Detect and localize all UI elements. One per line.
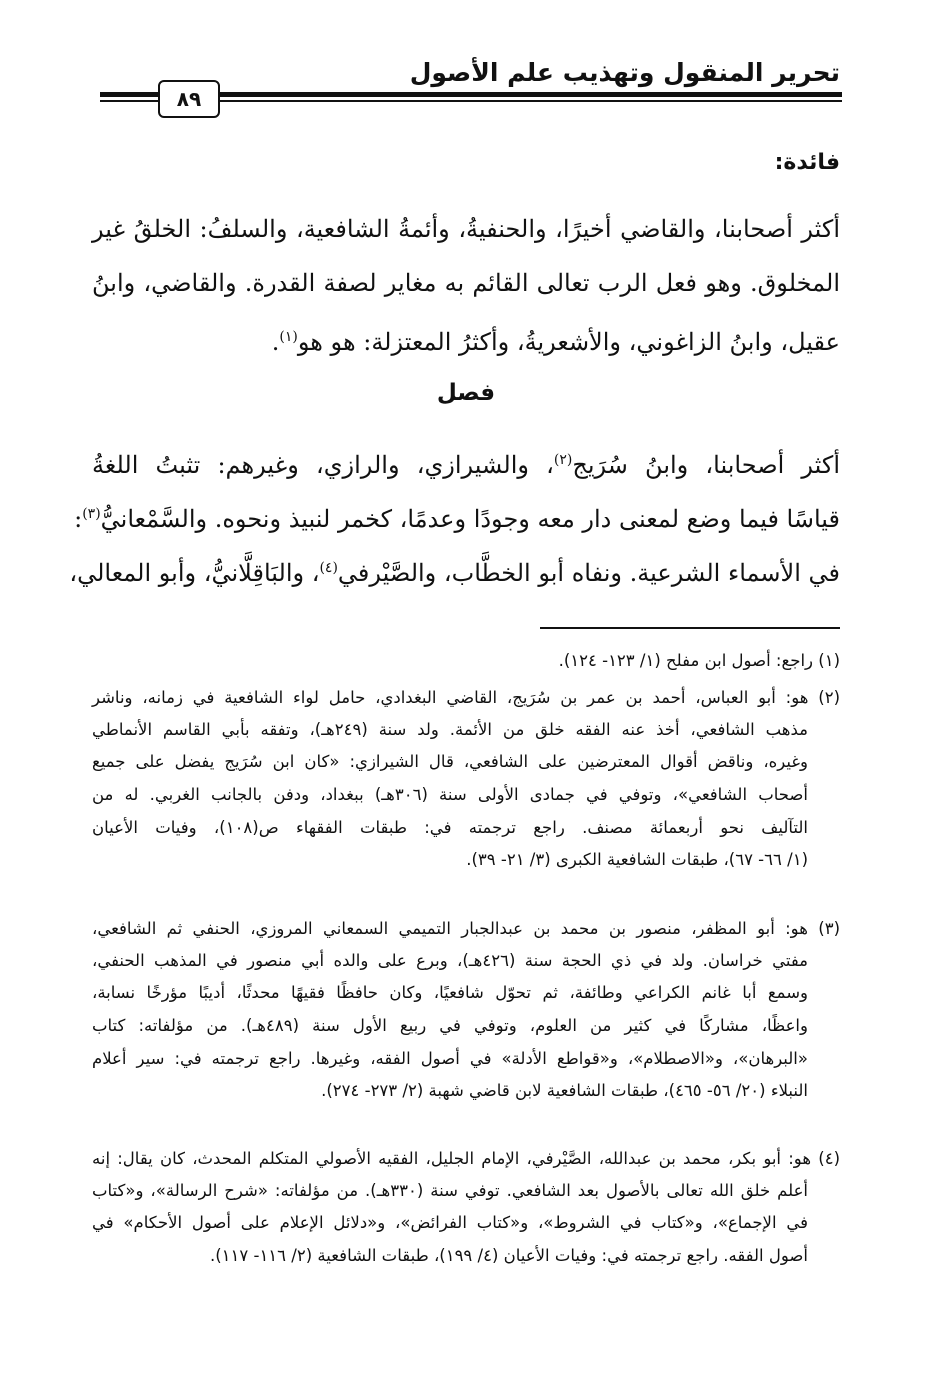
footnote-ref: (٤)	[319, 560, 338, 576]
footnote-line: وسمع أبا غانم الكراعي وطائفة، ثم تحوّل شافعيًا، وكان حافظًا فقيهًا محدثًا، أديبًا مؤرخًا نسابة،	[92, 983, 808, 1002]
footnote-line: النبلاء (٢٠/ ٥٦- ٤٦٥)، طبقات الشافعية لابن قاضي شهبة (٢/ ٢٧٣- ٢٧٤).	[321, 1081, 808, 1100]
body-line	[92, 320, 840, 359]
body-text: أكثر أصحابنا، وابنُ سُرَيج	[572, 451, 841, 479]
body-line	[69, 551, 840, 590]
body-text: :	[74, 505, 83, 533]
fasl-heading: فصل	[436, 380, 496, 406]
footnote-line: (١) راجع: أصول ابن مفلح (١/ ١٢٣- ١٢٤).	[558, 651, 840, 670]
footnote-line: أصول الفقه. راجع ترجمته في: وفيات الأعيان (٤/ ١٩٩)، طبقات الشافعية (٢/ ١١٦- ١١٧).	[209, 1246, 808, 1265]
footnote-divider	[540, 627, 840, 629]
body-line: المخلوق. وهو فعل الرب تعالى القائم به مغاير لصفة القدرة. والقاضي، وابنُ	[92, 269, 840, 297]
body-text: عقيل، وابنُ الزاغوني، والأشعريةُ، وأكثرُ المعتزلة: هو هو	[297, 328, 840, 356]
footnote-line: في الإجماع»، و«كتاب في الشروط»، و«كتاب الفرائض»، و«دلائل الإعلام على أصول الأحكام» في	[92, 1213, 808, 1232]
body-text: ، والبَاقِلَّانيُّ، وأبو المعالي،	[69, 559, 320, 587]
footnote-line: (٣) هو: أبو المظفر، منصور بن محمد بن عبدالجبار التميمي السمعاني المروزي، الحنفي ثم الشافعي،	[92, 919, 840, 938]
body-line	[92, 443, 840, 482]
footnote-line: (٢) هو: أبو العباس، أحمد بن عمر بن سُرَيج، القاضي البغدادي، حامل لواء الشافعية في زمانه، وناشر	[92, 688, 840, 707]
body-text: ، والشيرازي، والرازي، وغيرهم: تثبتُ اللغةُ	[92, 451, 554, 479]
page-number: ٨٩	[158, 80, 220, 118]
footnote-ref: (١)	[279, 329, 298, 345]
body-line	[74, 497, 840, 536]
faida-heading: فائدة:	[774, 150, 840, 175]
footnote-line: أعلم خلق الله تعالى بالأصول بعد الشافعي. توفي سنة (٣٣٠هـ). من مؤلفاته: «شرح الرسالة»، و«كتاب	[92, 1181, 808, 1200]
running-header-title: تحرير المنقول وتهذيب علم الأصول	[409, 58, 840, 87]
body-line: أكثر أصحابنا، والقاضي أخيرًا، والحنفيةُ، وأئمةُ الشافعية، والسلفُ: الخلقُ غير	[92, 215, 840, 243]
footnote-ref: (٢)	[553, 452, 573, 468]
footnote-line: (١/ ٦٦- ٦٧)، طبقات الشافعية الكبرى (٣/ ٢١- ٣٩).	[466, 850, 808, 869]
footnote-line: التآليف نحو أربعمائة مصنف. راجع ترجمته في: طبقات الفقهاء ص(١٠٨)، وفيات الأعيان	[92, 818, 808, 837]
footnote-line: «البرهان»، و«الاصطلام»، و«قواطع الأدلة» في أصول الفقه، وغيرها. راجع ترجمته في: سير أعلام	[92, 1049, 808, 1068]
footnote-line: واعظًا، مشاركًا في كثير من العلوم، وتوفي في ربيع الأول سنة (٤٨٩هـ). من مؤلفاته: كتاب	[92, 1016, 808, 1035]
footnote-line: مذهب الشافعي، أخذ عنه الفقه خلق من الأئمة. ولد سنة (٢٤٩هـ)، وتفقه بأبي القاسم الأنماطي	[92, 720, 809, 739]
footnote-line: وغيره، وناقض أقوال المعترضين على الشافعي، قال الشيرازي: «كان ابن سُرَيج يفضل على جميع	[92, 752, 808, 771]
footnote-line: أصحاب الشافعي»، وتوفي في جمادى الأولى سنة (٣٠٦هـ) ببغداد، ودفن بالجانب الغربي. له من	[92, 785, 809, 804]
footnote-line: مفتي خراسان. ولد في ذي الحجة سنة (٤٢٦هـ)، وبرع على والده أبي منصور في المذهب الحنفي،	[92, 951, 809, 970]
body-text: في الأسماء الشرعية. ونفاه أبو الخطَّاب، والصَّيْرفي	[337, 559, 840, 587]
footnote-ref: (٣)	[82, 506, 101, 522]
body-text: .	[271, 328, 280, 356]
footnote-line: (٤) هو: أبو بكر، محمد بن عبدالله، الصَّيْرفي، الإمام الجليل، الفقيه الأصولي المتكلم المحدث، كان يقال: إنه	[92, 1149, 840, 1168]
body-text: قياسًا فيما وضع لمعنى دار معه وجودًا وعدمًا، كخمر لنبيذ ونحوه. والسَّمْعانيُّ	[100, 505, 840, 533]
